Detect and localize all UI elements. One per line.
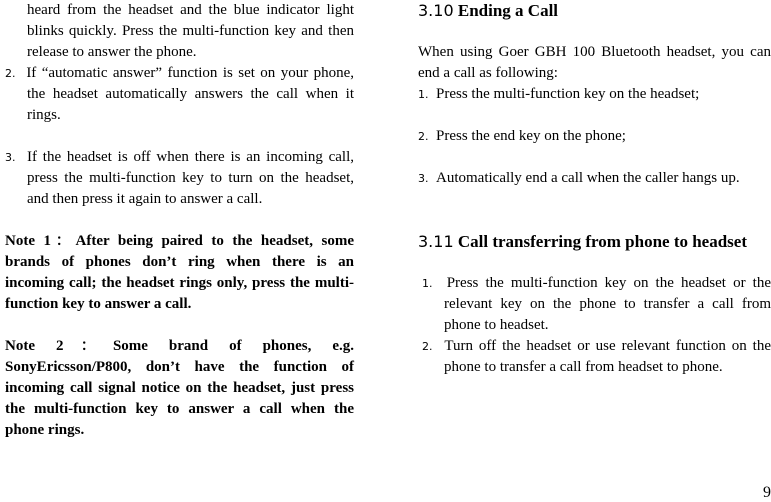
step-number: 3. — [5, 151, 16, 164]
step-number: 2. — [422, 340, 433, 353]
step-text: If “automatic answer” function is set on your phone, the headset automatically answers the call when it rings. — [26, 65, 354, 123]
answer-step-3 — [5, 147, 354, 210]
step-text: If the headset is off when there is an incoming call, press the multi-function key to turn on the headset, and then press it again to answer a call. — [27, 149, 354, 207]
section-title: Call transferring from phone to headset — [457, 232, 748, 251]
section-number: 3.11 — [418, 232, 454, 251]
section-title: Ending a Call — [457, 1, 559, 20]
step-text: Press the end key on the phone; — [436, 128, 626, 144]
left-column — [5, 0, 354, 441]
right-column — [398, 0, 771, 378]
answer-step-2 — [5, 63, 354, 126]
answer-step-1-continued: heard from the headset and the blue indicator light blinks quickly. Press the multi-function key and then release to answer the phone. — [27, 2, 354, 60]
section-heading-3-11 — [398, 231, 771, 252]
end-step-1 — [398, 84, 771, 105]
end-step-2 — [398, 126, 771, 147]
step-number: 3. — [418, 172, 429, 185]
transfer-step-1 — [398, 273, 771, 336]
step-text: Press the multi-function key on the headset; — [436, 86, 700, 102]
end-step-3 — [398, 168, 771, 189]
step-text: Automatically end a call when the caller hangs up. — [436, 170, 740, 186]
transfer-step-2 — [398, 336, 771, 378]
step-number: 1. — [422, 277, 433, 290]
step-text: Turn off the headset or use relevant function on the phone to transfer a call from headset to phone. — [444, 338, 771, 375]
section-number: 3.10 — [418, 1, 454, 20]
step-number: 1. — [418, 88, 429, 101]
section-heading-3-10 — [398, 0, 771, 21]
page-number: 9 — [763, 484, 771, 501]
step-number: 2. — [5, 67, 16, 80]
note-2: Note 2：Some brand of phones, e.g. SonyEricsson/P800, don’t have the function of incoming call signal notice on the headset, just press the multi-function key to answer a call when the phone rings. — [5, 338, 354, 438]
step-number: 2. — [418, 130, 429, 143]
note-1: Note 1：After being paired to the headset, some brands of phones don’t ring when there is an incoming call; the headset rings only, press the multi-function key to answer a call. — [5, 233, 354, 312]
step-text: Press the multi-function key on the headset or the relevant key on the phone to transfer a call from phone to headset. — [444, 275, 771, 333]
section-intro: When using Goer GBH 100 Bluetooth headset, you can end a call as following: — [418, 44, 771, 81]
